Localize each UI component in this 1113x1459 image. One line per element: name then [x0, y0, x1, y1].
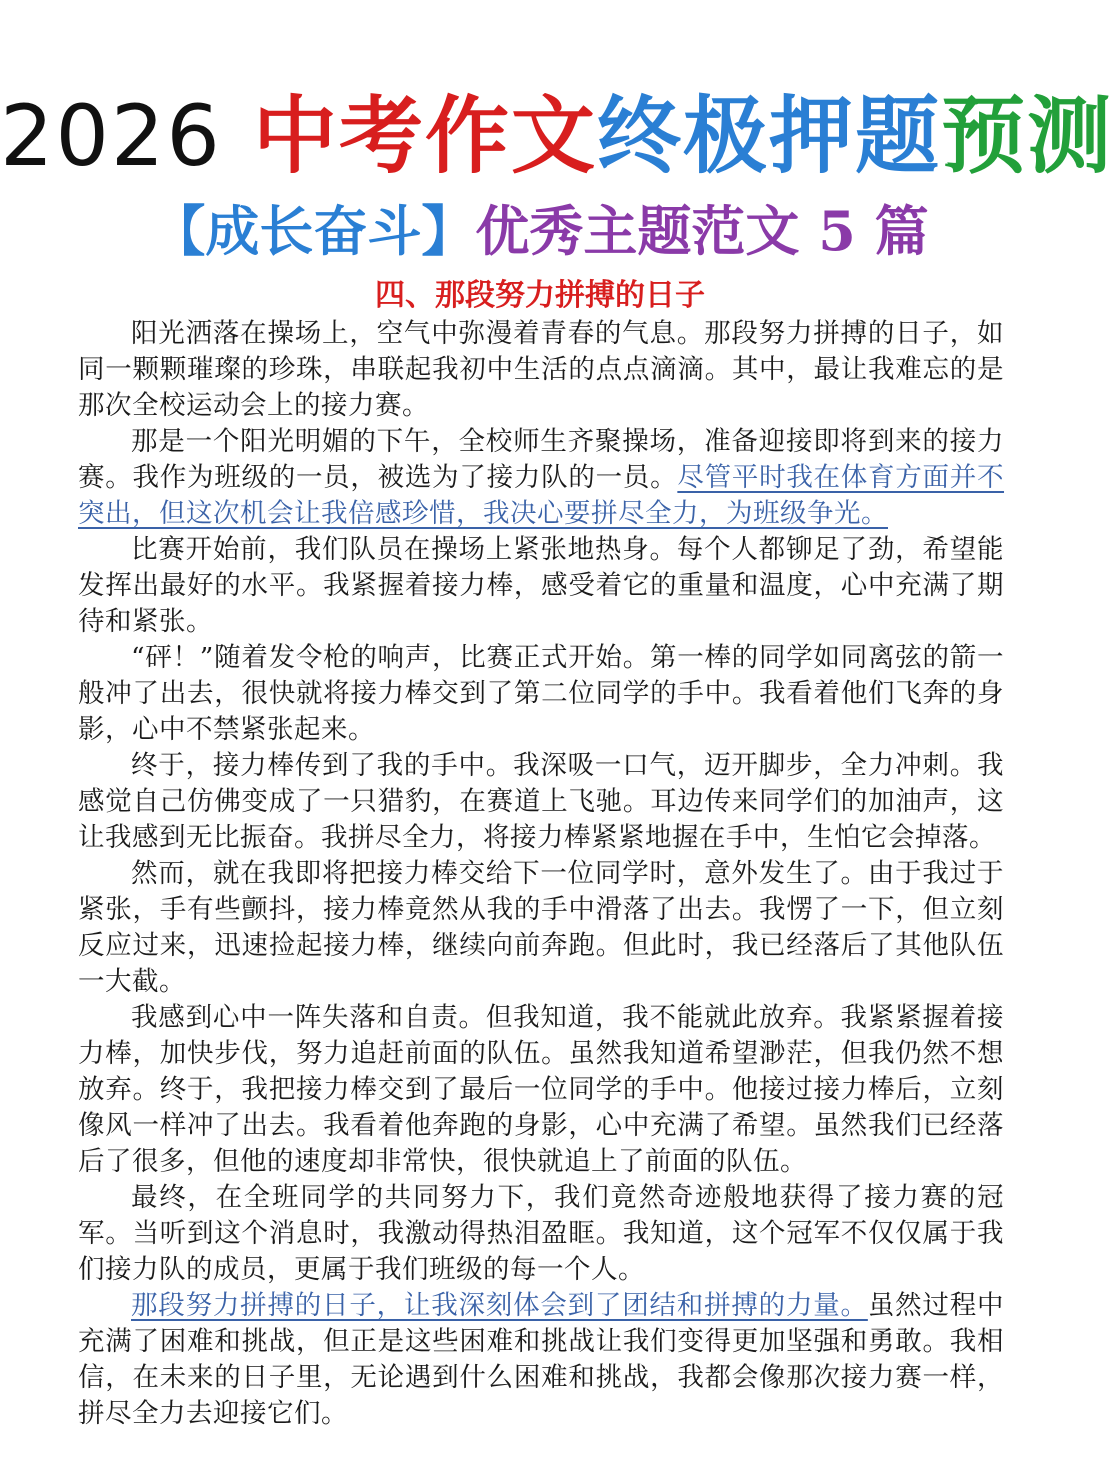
essay-paragraph-9-underlined: 那段努力拼搏的日子，让我深刻体会到了团结和拼搏的力量。 [131, 1290, 868, 1321]
essay-body [78, 316, 1004, 1432]
essay-paragraph-9 [78, 1288, 1004, 1432]
essay-paragraph-4: “砰！”随着发令枪的响声，比赛正式开始。第一棒的同学如同离弦的箭一般冲了出去，很快就将接力棒交到了第二位同学的手中。我看着他们飞奔的身影，心中不禁紧张起来。 [78, 642, 1004, 745]
subtitle-description: 优秀主题范文 5 篇 [475, 199, 929, 263]
essay-paragraph-9-text: 虽然过程中充满了困难和挑战，但正是这些困难和挑战让我们变得更加坚强和勇敢。我相信，在未来的日子里，无论遇到什么困难和挑战，我都会像那次接力赛一样，拼尽全力去迎接它们。 [78, 1290, 1005, 1429]
essay-paragraph-3: 比赛开始前，我们队员在操场上紧张地热身。每个人都铆足了劲，希望能发挥出最好的水平。我紧握着接力棒，感受着它的重量和温度，心中充满了期待和紧张。 [78, 534, 1004, 637]
main-title [0, 87, 1113, 185]
title-year: 2026 [0, 87, 222, 185]
subtitle [0, 198, 1080, 264]
essay-paragraph-5: 终于，接力棒传到了我的手中。我深吸一口气，迈开脚步，全力冲刺。我感觉自己仿佛变成了一只猎豹，在赛道上飞驰。耳边传来同学们的加油声，这让我感到无比振奋。我拼尽全力，将接力棒紧紧地握在手中，生怕它会掉落。 [78, 750, 1004, 853]
essay-paragraph-1: 阳光洒落在操场上，空气中弥漫着青春的气息。那段努力拼搏的日子，如同一颗颗璀璨的珍珠，串联起我初中生活的点点滴滴。其中，最让我难忘的是那次全校运动会上的接力赛。 [78, 318, 1004, 421]
title-blue-part: 终极押题 [597, 87, 942, 185]
section-heading: 四、那段努力拼搏的日子 [375, 278, 705, 313]
essay-paragraph-2 [78, 424, 1004, 532]
essay-paragraph-6: 然而，就在我即将把接力棒交给下一位同学时，意外发生了。由于我过于紧张，手有些颤抖，接力棒竟然从我的手中滑落了出去。我愣了一下，但立刻反应过来，迅速捡起接力棒，继续向前奔跑。但此时，我已经落后了其他队伍一大截。 [78, 858, 1004, 997]
essay-paragraph-7: 我感到心中一阵失落和自责。但我知道，我不能就此放弃。我紧紧握着接力棒，加快步伐，努力追赶前面的队伍。虽然我知道希望渺茫，但我仍然不想放弃。终于，我把接力棒交到了最后一位同学的手中。他接过接力棒后，立刻像风一样冲了出去。我看着他奔跑的身影，心中充满了希望。虽然我们已经落后了很多，但他的速度却非常快，很快就追上了前面的队伍。 [78, 1002, 1004, 1177]
title-red-part: 中考作文 [253, 87, 598, 185]
subtitle-theme: 【成长奋斗】 [151, 199, 476, 263]
title-green-part: 预测 [941, 87, 1113, 185]
essay-paragraph-2-underlined: 尽管平时我在体育方面并不突出，但这次机会让我倍感珍惜，我决心要拼尽全力，为班级争光。 [78, 462, 1005, 529]
essay-paragraph-2-text: 那是一个阳光明媚的下午，全校师生齐聚操场，准备迎接即将到来的接力赛。我作为班级的一员，被选为了接力队的一员。 [78, 426, 1004, 493]
essay-paragraph-8: 最终，在全班同学的共同努力下，我们竟然奇迹般地获得了接力赛的冠军。当听到这个消息时，我激动得热泪盈眶。我知道，这个冠军不仅仅属于我们接力队的成员，更属于我们班级的每一个人。 [78, 1182, 1004, 1285]
